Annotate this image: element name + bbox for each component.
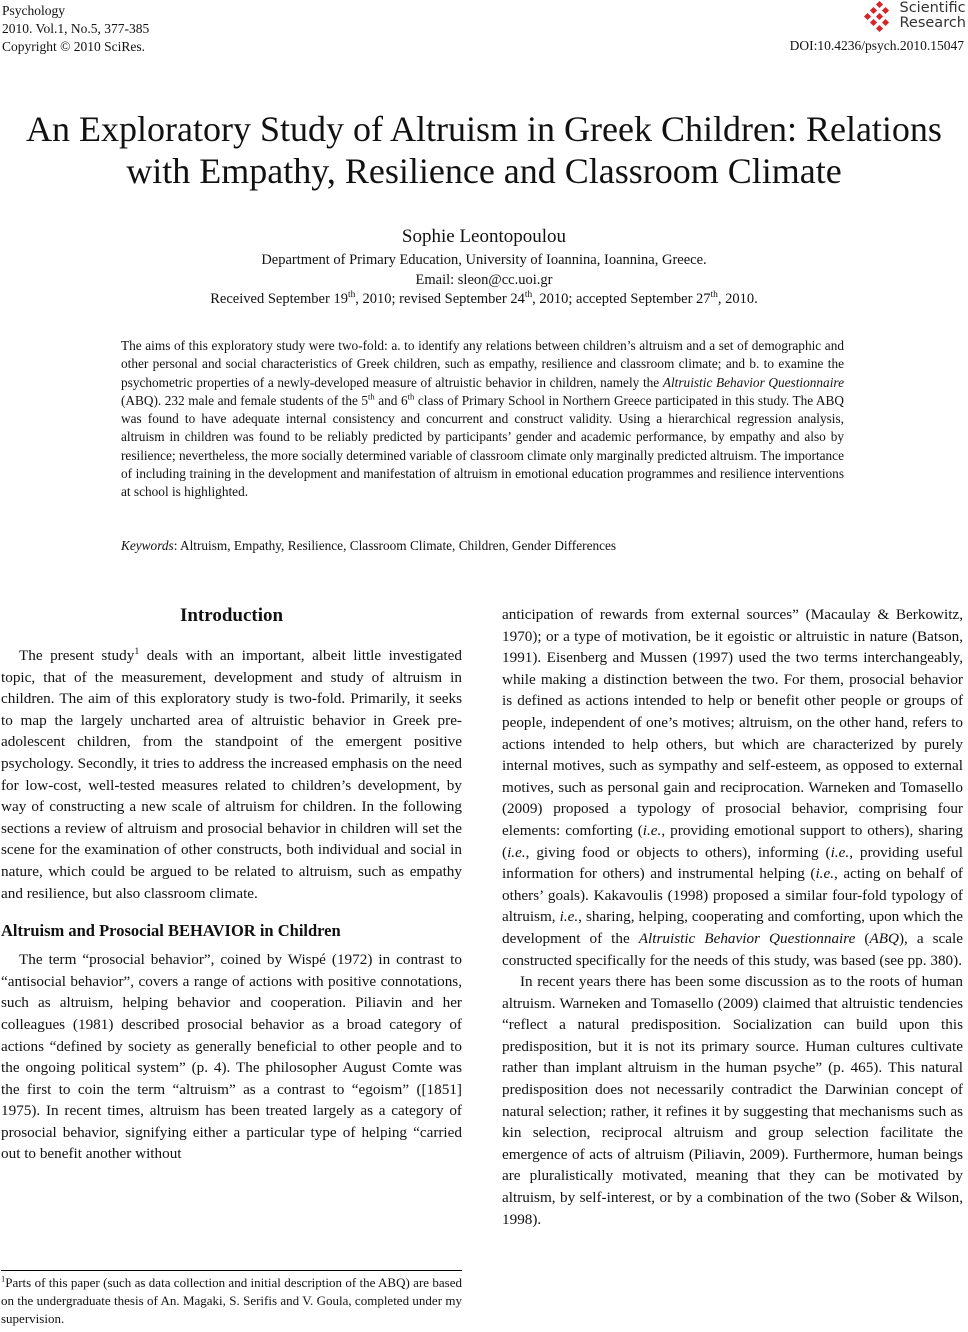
footnote-divider xyxy=(1,1270,462,1271)
right-paragraph-1: anticipation of rewards from external sources” (Macaulay & Berkowitz, 1970); or a type of motivation, be it egoistic or altruistic in nature (Batson, 1991). Eisenberg and Mussen (1997) used the two terms interchangeably, while making a distinction between the two. For them, prosocial behavior is defined as actions intended to help or benefit other people or groups of people, independent of one’s motives; altruism, on the other hand, refers to actions intended to help others, but which are characterized by purely internal motives, such as sympathy and self-esteem, as opposed to external motives, such as personal gain and reciprocation. Warneken and Tomasello (2009) proposed a typology of prosocial behavior, comprising four elements: comforting (i.e., providing emotional support to others), sharing (i.e., giving food or objects to others), informing (i.e., providing useful information for others) and instrumental helping (i.e., acting on behalf of others’ goals). Kakavoulis (1998) proposed a similar four-fold typology of altruism, i.e., sharing, helping, cooperating and comforting, upon which the development of the Altruistic Behavior Questionnaire (ABQ), a scale constructed specifically for the needs of this study, was based (see pp. 380). xyxy=(502,606,963,969)
email: Email: sleon@cc.uoi.gr xyxy=(415,271,553,288)
logo-line-1: Scientific xyxy=(899,0,966,16)
author-info xyxy=(0,251,968,310)
footnote: $^1$Parts of this paper (such as data collection and initial description of the ABQ) are based on the undergraduate thesis of An. Magaki, S. Serifis and V. Goula, completed under my supervision. xyxy=(1,1273,462,1326)
keywords: Keywords: Altruism, Empathy, Resilience, Classroom Climate, Children, Gender Differences xyxy=(121,538,617,553)
right-column xyxy=(502,604,963,1230)
publisher-logo xyxy=(863,0,966,32)
affiliation: Department of Primary Education, University of Ioannina, Ioannina, Greece. xyxy=(261,252,707,268)
journal-name: Psychology xyxy=(2,3,66,18)
doi: DOI:10.4236/psych.2010.15047 xyxy=(789,38,964,53)
left-column xyxy=(1,604,462,1165)
section2-paragraph: The term “prosocial behavior”, coined by Wispé (1972) in contrast to “antisocial behavior”, covers a range of actions with positive connotations, such as altruism, helping behavior and cooperation. Piliavin and her colleagues (1981) described prosocial behavior as a broad category of actions “defined by society as generally beneficial to other people and to the ongoing political system” (p. 4). The philosopher August Comte was the first to coin the term “altruism” as a contrast to “egoism” ([1851] 1975). In recent times, altruism has been treated largely as a category of prosocial behavior, signifying either a particular type of helping “carried out to benefit another without xyxy=(1,951,462,1163)
right-paragraph-2: In recent years there has been some discussion as to the roots of human altruism. Warneken and Tomasello (2009) claimed that altruistic tendencies “reflect a natural predisposition. Socialization can build upon this predisposition, but it is not its primary source. Human cultures cultivate rather than implant altruism in the human psyche” (p. 465). This natural predisposition does not necessarily contradict the Darwinian concept of natural selection; rather, it refines it by suggesting that mechanisms such as kin selection, reciprocal altruism and group selection facilitate the emergence of acts of altruism (Piliavin, 2009). Furthermore, human beings are pluralistically motivated, meaning that they can be motivated by altruism, by self-interest, or by a combination of the two (Sober & Wilson, 1998). xyxy=(502,973,963,1228)
intro-paragraph: The present study$^1$ deals with an important, albeit little investigated topic, that of the measurement, development and study of altruism in children. The aim of this exploratory study is two-fold. Primarily, it seeks to map the largely uncharted area of altruistic behavior in Greek pre-adolescent children, from the standpoint of the emergent positive psychology. Secondly, it tries to address the increased emphasis on the need for low-cost, well-tested measures related to children’s development, by way of constructing a new scale of altruism for children. In the following sections a review of altruism and prosocial behavior in children will set the scene for the examination of other constructs, both individual and social in nature, which could be argued to be related to altruism, such as empathy and resilience, but also classroom climate. xyxy=(1,645,462,902)
intro-heading: Introduction xyxy=(179,605,284,626)
logo-text xyxy=(899,1,966,31)
received-dates: Received September 19th, 2010; revised September 24th, 2010; accepted September 27th, 2010. xyxy=(210,290,758,307)
author-name: Sophie Leontopoulou xyxy=(401,226,567,247)
abstract: The aims of this exploratory study were two-fold: a. to identify any relations between children’s altruism and a set of demographic and other personal and social characteristics of Greek children, such as empathy, resilience and classroom climate; and b. to examine the psychometric properties of a newly-developed measure of altruistic behavior in children, namely the Altruistic Behavior Questionnaire (ABQ). 232 male and female students of the 5th and 6th class of Primary School in Northern Greece participated in this study. The ABQ was found to have adequate internal consistency and concurrent and construct validity. Using a hierarchical regression analysis, altruism in children was found to be reliably predicted by participants’ gender and academic performance, by empathy and also by resilience; nevertheless, the more socially determined variable of classroom climate only marginally predicted altruism. The importance of including training in the development and manifestation of altruism in emotional education programmes and resilience interventions at school is highlighted. xyxy=(121,338,844,500)
journal-copyright: Copyright © 2010 SciRes. xyxy=(2,39,146,54)
title-line-2: with Empathy, Resilience and Classroom Climate xyxy=(126,151,842,191)
journal-header xyxy=(2,2,149,56)
logo-diamond-icon xyxy=(863,0,895,32)
section-heading-altruism: Altruism and Prosocial BEHAVIOR in Children xyxy=(1,921,341,941)
journal-volume: 2010. Vol.1, No.5, 377-385 xyxy=(2,21,150,36)
logo-line-2: Research xyxy=(899,15,966,31)
title-line-1: An Exploratory Study of Altruism in Greek Children: Relations xyxy=(26,109,942,149)
paper-title xyxy=(0,108,968,192)
